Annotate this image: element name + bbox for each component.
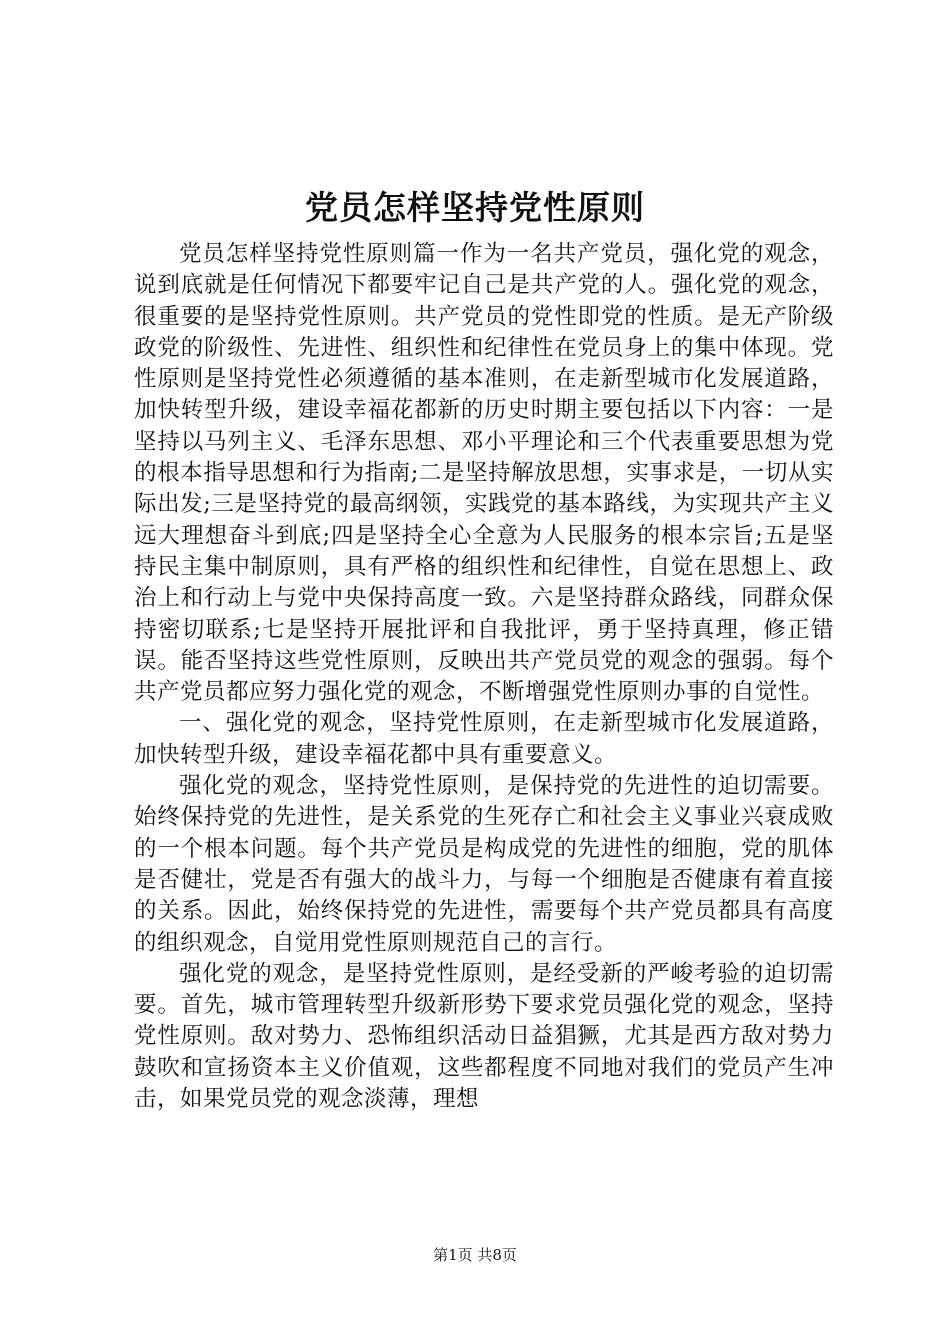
- paragraph-intro: 党员怎样坚持党性原则篇一作为一名共产党员，强化党的观念，说到底就是任何情况下都要牢记自己是共产党的人。强化党的观念，很重要的是坚持党性原则。共产党员的党性即党的性质。是无产阶级政党的阶级性、先进性、组织性和纪律性在党员身上的集中体现。党性原则是坚持党性必须遵循的基本准则，在走新型城市化发展道路，加快转型升级，建设幸福花都新的历史时期主要包括以下内容：一是坚持以马列主义、毛泽东思想、邓小平理论和三个代表重要思想为党的根本指导思想和行为指南;二是坚持解放思想，实事求是，一切从实际出发;三是坚持党的最高纲领，实践党的基本路线，为实现共产主义远大理想奋斗到底;四是坚持全心全意为人民服务的根本宗旨;五是坚持民主集中制原则，具有严格的组织性和纪律性，自觉在思想上、政治上和行动上与党中央保持高度一致。六是坚持群众路线，同群众保持密切联系;七是坚持开展批评和自我批评，勇于坚持真理，修正错误。能否坚持这些党性原则，反映出共产党员党的观念的强弱。每个共产党员都应努力强化党的观念，不断增强党性原则办事的自觉性。: [134, 241, 834, 706]
- paragraph-advancement: 强化党的观念，坚持党性原则，是保持党的先进性的迫切需要。始终保持党的先进性，是关系党的生死存亡和社会主义事业兴衰成败的一个根本问题。每个共产党员是构成党的先进性的细胞，党的肌体是否健壮，党是否有强大的战斗力，与每一个细胞是否健康有着直接的关系。因此，始终保持党的先进性，需要每个共产党员都具有高度的组织观念，自觉用党性原则规范自己的言行。: [134, 773, 834, 956]
- paragraph-section-heading: 一、强化党的观念，坚持党性原则，在走新型城市化发展道路，加快转型升级，建设幸福花都中具有重要意义。: [134, 710, 834, 768]
- document-title: 党员怎样坚持党性原则: [305, 188, 645, 227]
- page-number-footer: 第1页 共8页: [433, 1246, 517, 1264]
- paragraph-challenges: 强化党的观念，是坚持党性原则，是经受新的严峻考验的迫切需要。首先，城市管理转型升级新形势下要求党员强化党的观念，坚持党性原则。敌对势力、恐怖组织活动日益猖獗，尤其是西方敌对势力鼓吹和宣扬资本主义价值观，这些都程度不同地对我们的党员产生冲击，如果党员党的观念淡薄，理想: [134, 960, 834, 1113]
- document-body: [134, 239, 834, 1115]
